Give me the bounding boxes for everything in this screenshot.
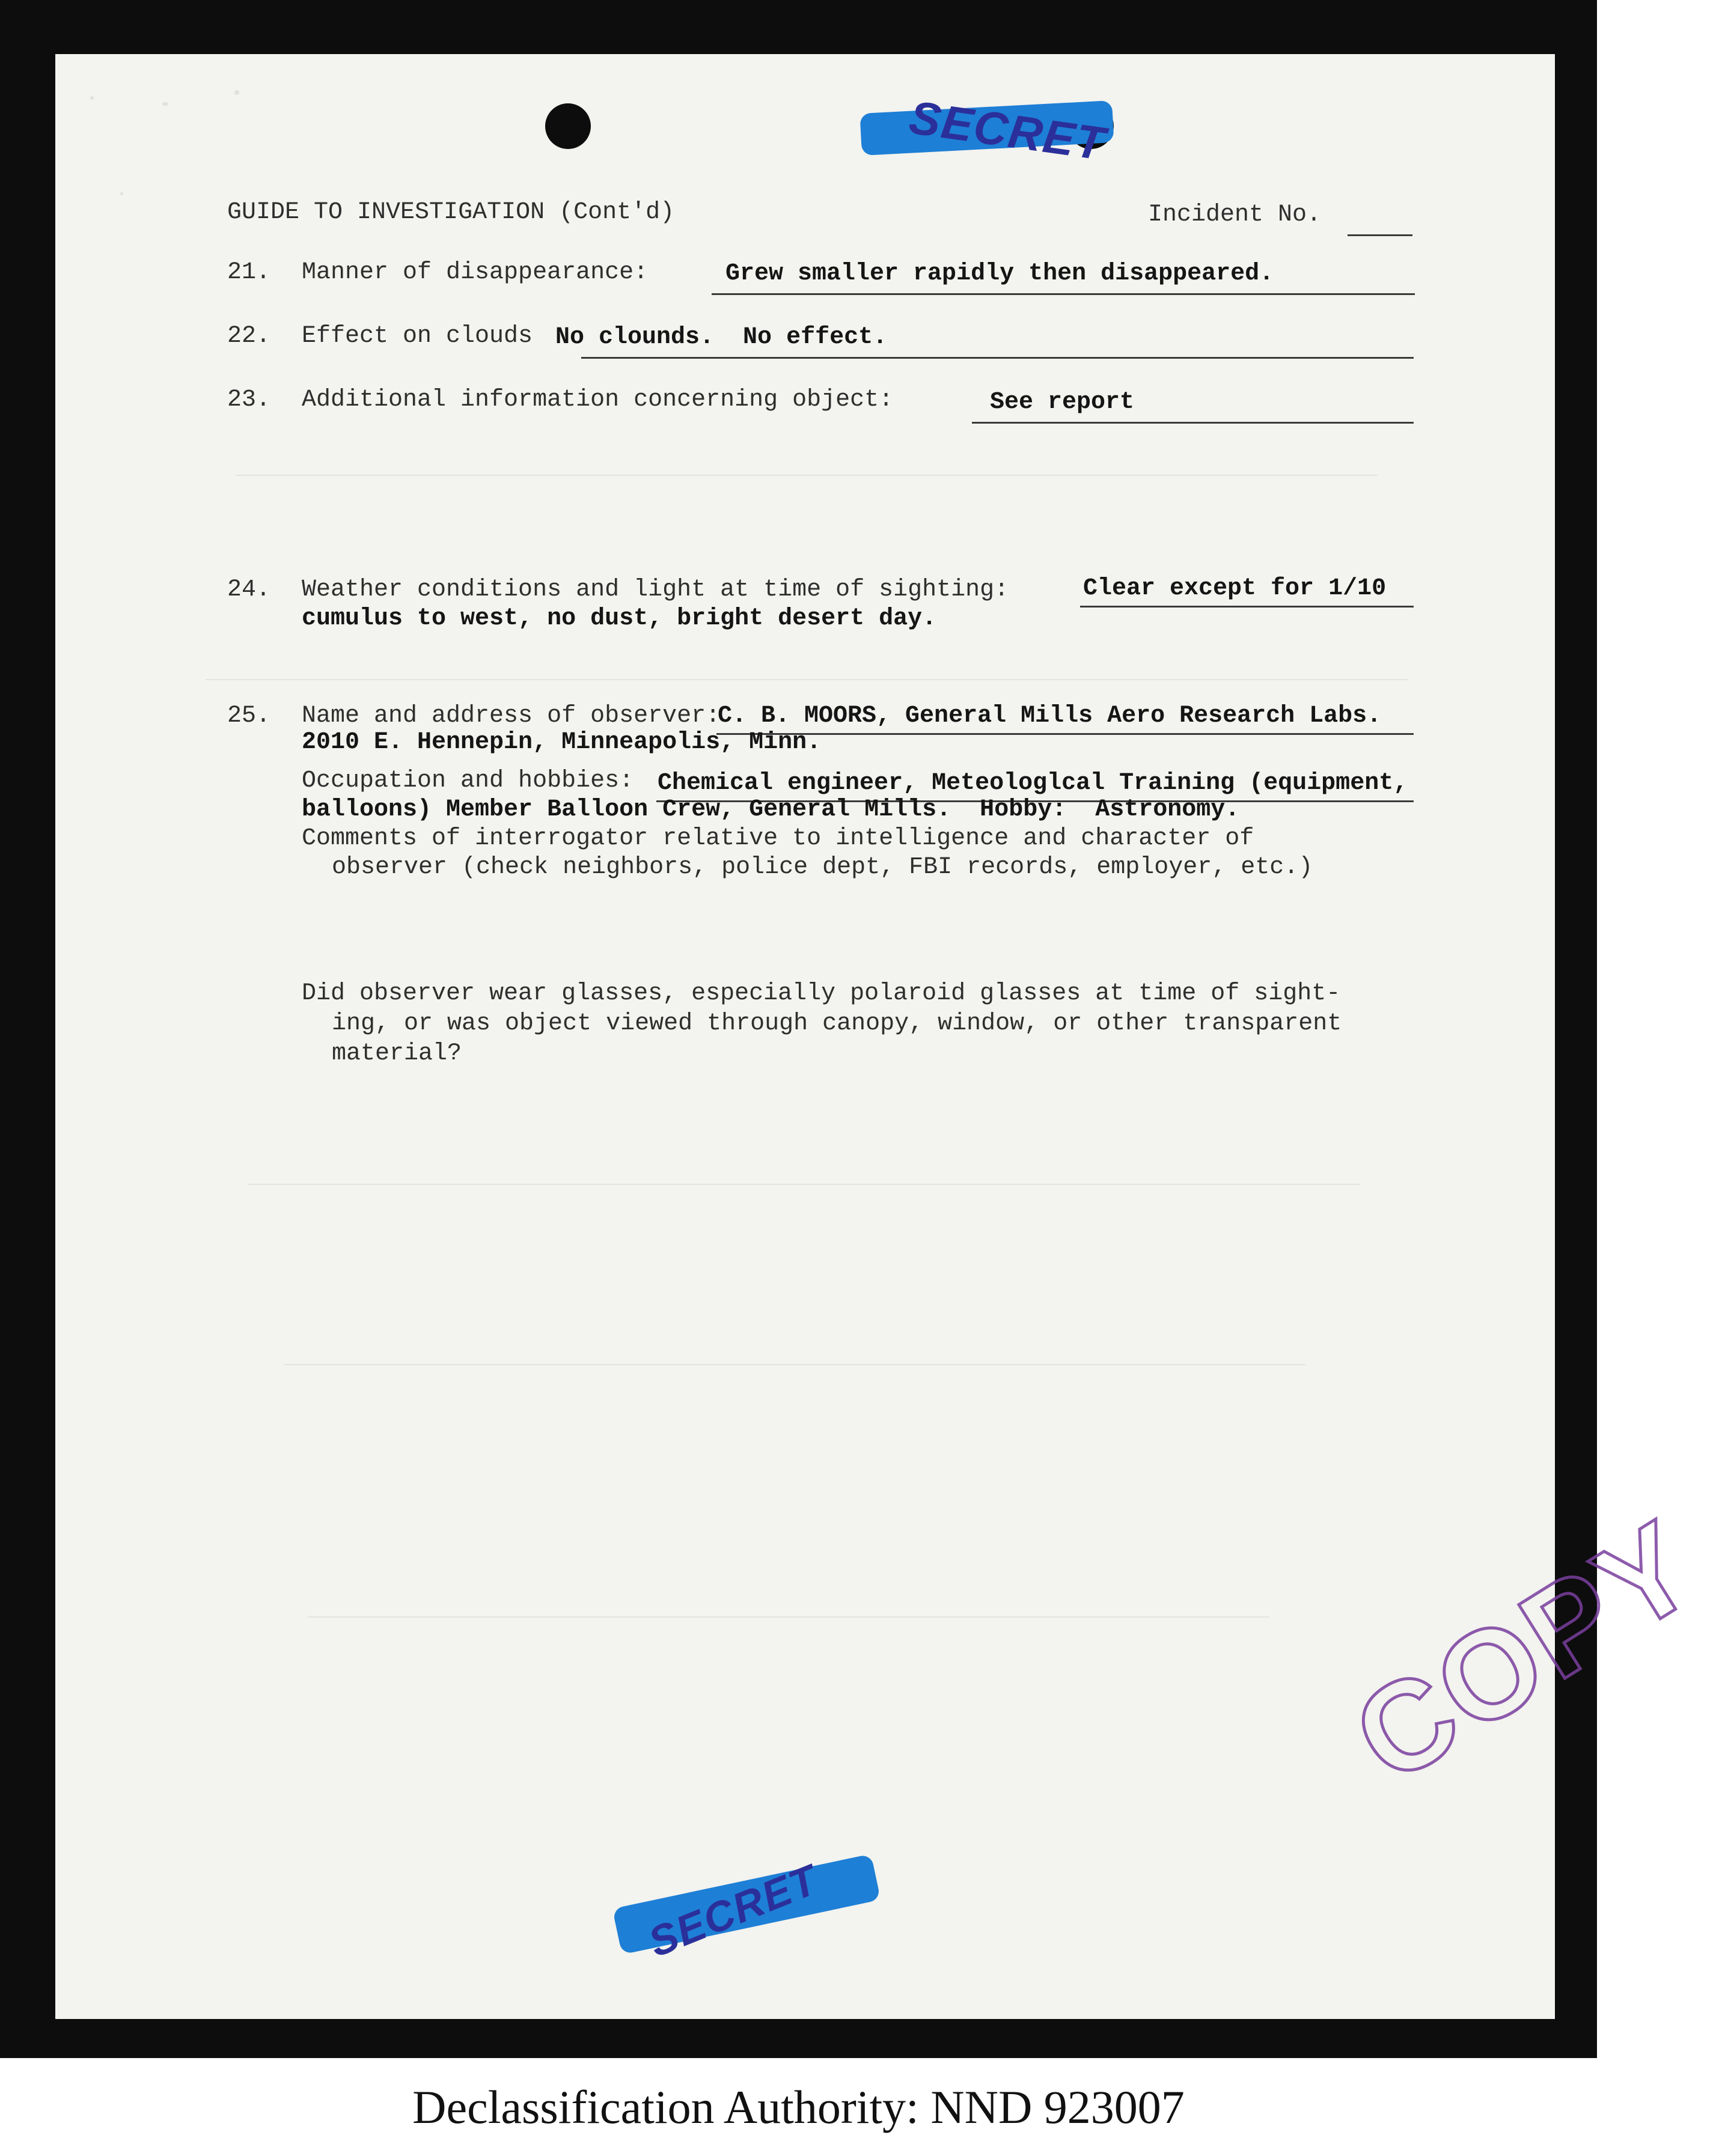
item-21-number: 21. <box>227 259 271 286</box>
bleed-through-line <box>284 1364 1305 1365</box>
item-23-underline <box>972 422 1414 424</box>
glasses-question-line1: Did observer wear glasses, especially polaroid glasses at time of sight- <box>302 980 1341 1007</box>
dust-speck <box>120 192 123 195</box>
item-22-label: Effect on clouds <box>302 323 533 350</box>
dust-speck <box>90 96 94 100</box>
dust-speck <box>234 90 239 95</box>
item-22-number: 22. <box>227 323 271 350</box>
occupation-answer-line1: Chemical engineer, Meteologlcal Training (equipment, <box>658 770 1408 797</box>
incident-number-label: Incident No. <box>1148 201 1322 228</box>
item-24-answer-line2: cumulus to west, no dust, bright desert day. <box>302 605 937 632</box>
comments-line2: observer (check neighbors, police dept, FBI records, employer, etc.) <box>332 854 1313 881</box>
bleed-through-line <box>236 475 1378 476</box>
incident-number-blank <box>1348 234 1412 236</box>
occupation-answer-line2: balloons) Member Balloon Crew, General Mills. Hobby: Astronomy. <box>302 796 1240 823</box>
item-25-answer-line2: 2010 E. Hennepin, Minneapolis, Minn. <box>302 729 822 756</box>
item-25-number: 25. <box>227 702 271 729</box>
document-page <box>55 54 1721 2019</box>
glasses-question-line3: material? <box>332 1040 462 1067</box>
item-24-underline <box>1080 606 1414 608</box>
item-24-number: 24. <box>227 576 271 603</box>
footer <box>0 2058 1597 2156</box>
bleed-through-line <box>248 1184 1360 1185</box>
secret-stamp-top: SECRET <box>906 90 1109 171</box>
item-25-answer-line1: C. B. MOORS, General Mills Aero Research Labs. <box>718 702 1382 729</box>
secret-stamp-bottom: SECRET <box>642 1856 825 1966</box>
item-24-label: Weather conditions and light at time of sighting: <box>302 576 1009 603</box>
item-25-label: Name and address of observer: <box>302 702 721 729</box>
punch-hole-left <box>545 103 591 149</box>
item-21-label: Manner of disappearance: <box>302 259 649 286</box>
dust-speck <box>162 102 168 106</box>
item-23-answer: See report <box>990 389 1135 416</box>
copy-stamp: COPY <box>1330 1493 1721 1810</box>
item-23-number: 23. <box>227 386 271 413</box>
item-24-answer-line1: Clear except for 1/10 <box>1083 575 1387 602</box>
bleed-through-line <box>206 679 1408 680</box>
page-title: GUIDE TO INVESTIGATION (Cont'd) <box>227 199 675 226</box>
declassification-authority: Declassification Authority: NND 923007 <box>412 2080 1185 2133</box>
item-23-label: Additional information concerning object: <box>302 386 894 413</box>
bleed-through-line <box>308 1616 1269 1618</box>
item-22-answer: No clounds. No effect. <box>555 324 888 351</box>
item-21-underline <box>712 293 1415 295</box>
comments-line1: Comments of interrogator relative to intelligence and character of <box>302 825 1254 852</box>
occupation-label: Occupation and hobbies: <box>302 767 634 794</box>
item-21-answer: Grew smaller rapidly then disappeared. <box>725 260 1274 287</box>
glasses-question-line2: ing, or was object viewed through canopy, window, or other transparent <box>332 1010 1342 1037</box>
item-22-underline <box>581 357 1414 359</box>
